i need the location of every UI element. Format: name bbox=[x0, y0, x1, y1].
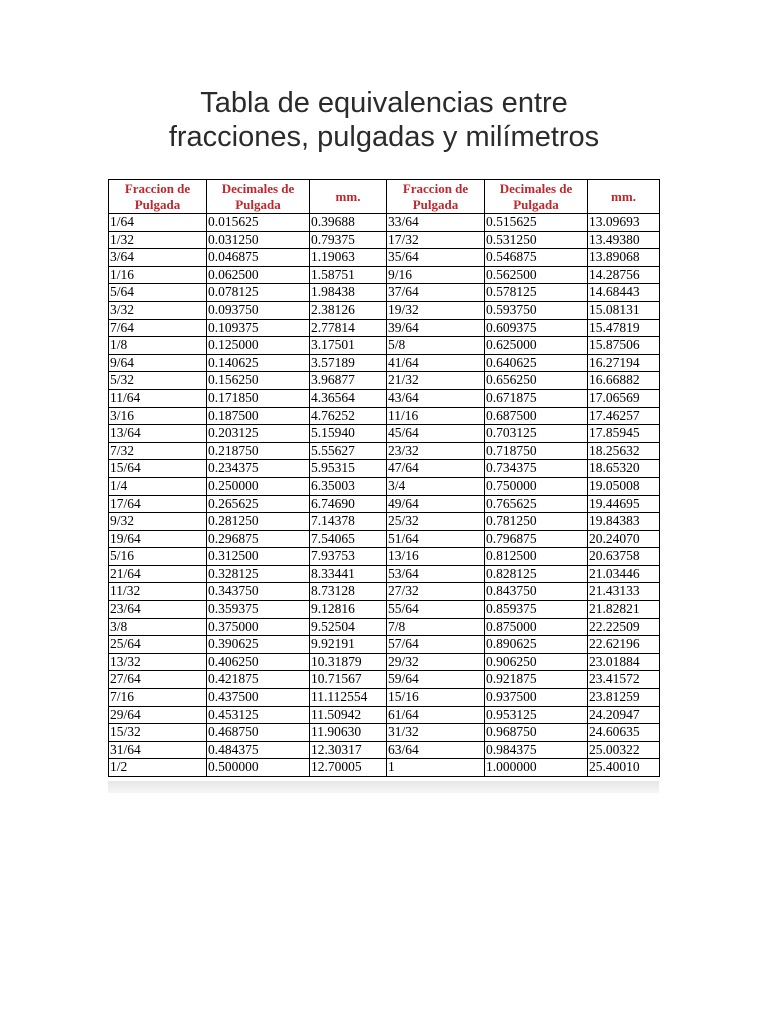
equivalence-table bbox=[108, 179, 660, 777]
decimal-cell: 0.156250 bbox=[207, 372, 310, 390]
mm-cell: 21.03446 bbox=[588, 565, 660, 583]
table-row bbox=[109, 407, 660, 425]
fraction-cell: 25/32 bbox=[387, 513, 485, 531]
table-row bbox=[109, 266, 660, 284]
decimal-cell: 0.578125 bbox=[485, 284, 588, 302]
fraction-cell: 1/4 bbox=[109, 477, 207, 495]
fraction-cell: 13/64 bbox=[109, 425, 207, 443]
decimal-cell: 0.359375 bbox=[207, 601, 310, 619]
decimal-cell: 0.281250 bbox=[207, 513, 310, 531]
decimal-cell: 0.343750 bbox=[207, 583, 310, 601]
fraction-cell: 59/64 bbox=[387, 671, 485, 689]
fraction-cell: 63/64 bbox=[387, 741, 485, 759]
fraction-cell: 21/32 bbox=[387, 372, 485, 390]
decimal-cell: 0.796875 bbox=[485, 530, 588, 548]
mm-cell: 12.30317 bbox=[310, 741, 387, 759]
mm-cell: 1.98438 bbox=[310, 284, 387, 302]
decimal-cell: 0.765625 bbox=[485, 495, 588, 513]
fraction-cell: 1/8 bbox=[109, 337, 207, 355]
mm-cell: 4.36564 bbox=[310, 389, 387, 407]
mm-cell: 1.58751 bbox=[310, 266, 387, 284]
fraction-cell: 1/2 bbox=[109, 759, 207, 777]
mm-cell: 11.50942 bbox=[310, 706, 387, 724]
decimal-cell: 0.437500 bbox=[207, 689, 310, 707]
fraction-cell: 21/64 bbox=[109, 565, 207, 583]
fraction-cell: 47/64 bbox=[387, 460, 485, 478]
decimal-cell: 0.953125 bbox=[485, 706, 588, 724]
fraction-cell: 15/64 bbox=[109, 460, 207, 478]
decimal-cell: 0.671875 bbox=[485, 389, 588, 407]
fraction-cell: 43/64 bbox=[387, 389, 485, 407]
mm-cell: 5.55627 bbox=[310, 442, 387, 460]
fraction-cell: 19/32 bbox=[387, 301, 485, 319]
table-row bbox=[109, 530, 660, 548]
mm-cell: 5.95315 bbox=[310, 460, 387, 478]
decimal-cell: 0.718750 bbox=[485, 442, 588, 460]
decimal-cell: 0.687500 bbox=[485, 407, 588, 425]
header-mm-1: mm. bbox=[310, 180, 387, 214]
mm-cell: 19.84383 bbox=[588, 513, 660, 531]
table-row bbox=[109, 618, 660, 636]
table-row bbox=[109, 601, 660, 619]
fraction-cell: 3/64 bbox=[109, 249, 207, 267]
fraction-cell: 41/64 bbox=[387, 354, 485, 372]
decimal-cell: 0.593750 bbox=[485, 301, 588, 319]
fraction-cell: 51/64 bbox=[387, 530, 485, 548]
mm-cell: 20.24070 bbox=[588, 530, 660, 548]
decimal-cell: 0.703125 bbox=[485, 425, 588, 443]
decimal-cell: 0.906250 bbox=[485, 653, 588, 671]
mm-cell: 9.92191 bbox=[310, 636, 387, 654]
table-row bbox=[109, 460, 660, 478]
fraction-cell: 25/64 bbox=[109, 636, 207, 654]
mm-cell: 3.96877 bbox=[310, 372, 387, 390]
table-row bbox=[109, 249, 660, 267]
decimal-cell: 0.015625 bbox=[207, 214, 310, 232]
decimal-cell: 0.640625 bbox=[485, 354, 588, 372]
table-row bbox=[109, 425, 660, 443]
mm-cell: 25.00322 bbox=[588, 741, 660, 759]
decimal-cell: 0.500000 bbox=[207, 759, 310, 777]
mm-cell: 2.77814 bbox=[310, 319, 387, 337]
fraction-cell: 7/16 bbox=[109, 689, 207, 707]
mm-cell: 9.52504 bbox=[310, 618, 387, 636]
mm-cell: 8.33441 bbox=[310, 565, 387, 583]
decimal-cell: 0.125000 bbox=[207, 337, 310, 355]
table-row bbox=[109, 583, 660, 601]
fraction-cell: 7/32 bbox=[109, 442, 207, 460]
decimal-cell: 0.828125 bbox=[485, 565, 588, 583]
mm-cell: 25.40010 bbox=[588, 759, 660, 777]
mm-cell: 0.39688 bbox=[310, 214, 387, 232]
table-body bbox=[109, 214, 660, 777]
mm-cell: 13.09693 bbox=[588, 214, 660, 232]
table-row bbox=[109, 214, 660, 232]
mm-cell: 3.17501 bbox=[310, 337, 387, 355]
decimal-cell: 0.375000 bbox=[207, 618, 310, 636]
decimal-cell: 0.750000 bbox=[485, 477, 588, 495]
decimal-cell: 0.031250 bbox=[207, 231, 310, 249]
fraction-cell: 37/64 bbox=[387, 284, 485, 302]
decimal-cell: 0.265625 bbox=[207, 495, 310, 513]
mm-cell: 24.60635 bbox=[588, 724, 660, 742]
decimal-cell: 0.812500 bbox=[485, 548, 588, 566]
decimal-cell: 0.859375 bbox=[485, 601, 588, 619]
decimal-cell: 0.921875 bbox=[485, 671, 588, 689]
fraction-cell: 9/64 bbox=[109, 354, 207, 372]
decimal-cell: 0.078125 bbox=[207, 284, 310, 302]
mm-cell: 7.93753 bbox=[310, 548, 387, 566]
decimal-cell: 0.468750 bbox=[207, 724, 310, 742]
fraction-cell: 17/64 bbox=[109, 495, 207, 513]
fraction-cell: 9/16 bbox=[387, 266, 485, 284]
fraction-cell: 27/64 bbox=[109, 671, 207, 689]
mm-cell: 6.74690 bbox=[310, 495, 387, 513]
mm-cell: 7.54065 bbox=[310, 530, 387, 548]
table-row bbox=[109, 741, 660, 759]
mm-cell: 21.82821 bbox=[588, 601, 660, 619]
mm-cell: 23.81259 bbox=[588, 689, 660, 707]
table-row bbox=[109, 354, 660, 372]
decimal-cell: 0.390625 bbox=[207, 636, 310, 654]
mm-cell: 8.73128 bbox=[310, 583, 387, 601]
table-row bbox=[109, 706, 660, 724]
fraction-cell: 31/64 bbox=[109, 741, 207, 759]
mm-cell: 18.65320 bbox=[588, 460, 660, 478]
header-fraction-2: Fraccion de Pulgada bbox=[387, 180, 485, 214]
table-row bbox=[109, 389, 660, 407]
table-row bbox=[109, 231, 660, 249]
table-row bbox=[109, 337, 660, 355]
table-row bbox=[109, 513, 660, 531]
fraction-cell: 5/16 bbox=[109, 548, 207, 566]
table-row bbox=[109, 636, 660, 654]
table-row bbox=[109, 759, 660, 777]
mm-cell: 20.63758 bbox=[588, 548, 660, 566]
fraction-cell: 35/64 bbox=[387, 249, 485, 267]
fraction-cell: 61/64 bbox=[387, 706, 485, 724]
decimal-cell: 0.312500 bbox=[207, 548, 310, 566]
fraction-cell: 3/8 bbox=[109, 618, 207, 636]
mm-cell: 5.15940 bbox=[310, 425, 387, 443]
mm-cell: 16.27194 bbox=[588, 354, 660, 372]
decimal-cell: 0.093750 bbox=[207, 301, 310, 319]
mm-cell: 18.25632 bbox=[588, 442, 660, 460]
decimal-cell: 0.937500 bbox=[485, 689, 588, 707]
mm-cell: 15.87506 bbox=[588, 337, 660, 355]
mm-cell: 21.43133 bbox=[588, 583, 660, 601]
equivalence-table-container bbox=[108, 179, 659, 777]
table-header-row bbox=[109, 180, 660, 214]
table-row bbox=[109, 319, 660, 337]
table-row bbox=[109, 284, 660, 302]
mm-cell: 10.31879 bbox=[310, 653, 387, 671]
table-row bbox=[109, 442, 660, 460]
decimal-cell: 0.625000 bbox=[485, 337, 588, 355]
mm-cell: 17.46257 bbox=[588, 407, 660, 425]
table-row bbox=[109, 477, 660, 495]
decimal-cell: 1.000000 bbox=[485, 759, 588, 777]
decimal-cell: 0.234375 bbox=[207, 460, 310, 478]
fraction-cell: 23/64 bbox=[109, 601, 207, 619]
mm-cell: 13.49380 bbox=[588, 231, 660, 249]
mm-cell: 19.44695 bbox=[588, 495, 660, 513]
table-row bbox=[109, 301, 660, 319]
fraction-cell: 7/8 bbox=[387, 618, 485, 636]
decimal-cell: 0.296875 bbox=[207, 530, 310, 548]
decimal-cell: 0.171850 bbox=[207, 389, 310, 407]
table-row bbox=[109, 724, 660, 742]
decimal-cell: 0.328125 bbox=[207, 565, 310, 583]
decimal-cell: 0.453125 bbox=[207, 706, 310, 724]
mm-cell: 23.01884 bbox=[588, 653, 660, 671]
fraction-cell: 5/64 bbox=[109, 284, 207, 302]
fraction-cell: 1/16 bbox=[109, 266, 207, 284]
decimal-cell: 0.140625 bbox=[207, 354, 310, 372]
fraction-cell: 29/64 bbox=[109, 706, 207, 724]
mm-cell: 17.06569 bbox=[588, 389, 660, 407]
decimal-cell: 0.968750 bbox=[485, 724, 588, 742]
fraction-cell: 53/64 bbox=[387, 565, 485, 583]
mm-cell: 6.35003 bbox=[310, 477, 387, 495]
mm-cell: 23.41572 bbox=[588, 671, 660, 689]
fraction-cell: 49/64 bbox=[387, 495, 485, 513]
mm-cell: 7.14378 bbox=[310, 513, 387, 531]
mm-cell: 22.62196 bbox=[588, 636, 660, 654]
fraction-cell: 3/16 bbox=[109, 407, 207, 425]
fraction-cell: 1/32 bbox=[109, 231, 207, 249]
fraction-cell: 39/64 bbox=[387, 319, 485, 337]
fraction-cell: 23/32 bbox=[387, 442, 485, 460]
fraction-cell: 17/32 bbox=[387, 231, 485, 249]
mm-cell: 12.70005 bbox=[310, 759, 387, 777]
mm-cell: 11.90630 bbox=[310, 724, 387, 742]
mm-cell: 24.20947 bbox=[588, 706, 660, 724]
fraction-cell: 19/64 bbox=[109, 530, 207, 548]
mm-cell: 9.12816 bbox=[310, 601, 387, 619]
title-line-2: fracciones, pulgadas y milímetros bbox=[168, 121, 600, 153]
fraction-cell: 13/32 bbox=[109, 653, 207, 671]
decimal-cell: 0.875000 bbox=[485, 618, 588, 636]
decimal-cell: 0.781250 bbox=[485, 513, 588, 531]
mm-cell: 2.38126 bbox=[310, 301, 387, 319]
decimal-cell: 0.218750 bbox=[207, 442, 310, 460]
mm-cell: 19.05008 bbox=[588, 477, 660, 495]
table-row bbox=[109, 565, 660, 583]
header-decimal-2: Decimales de Pulgada bbox=[485, 180, 588, 214]
header-fraction-1: Fraccion de Pulgada bbox=[109, 180, 207, 214]
mm-cell: 13.89068 bbox=[588, 249, 660, 267]
table-row bbox=[109, 372, 660, 390]
decimal-cell: 0.203125 bbox=[207, 425, 310, 443]
decimal-cell: 0.406250 bbox=[207, 653, 310, 671]
fraction-cell: 1 bbox=[387, 759, 485, 777]
fraction-cell: 15/16 bbox=[387, 689, 485, 707]
fraction-cell: 5/8 bbox=[387, 337, 485, 355]
decimal-cell: 0.062500 bbox=[207, 266, 310, 284]
decimal-cell: 0.109375 bbox=[207, 319, 310, 337]
page-title bbox=[0, 86, 768, 154]
decimal-cell: 0.421875 bbox=[207, 671, 310, 689]
mm-cell: 3.57189 bbox=[310, 354, 387, 372]
mm-cell: 16.66882 bbox=[588, 372, 660, 390]
fraction-cell: 11/16 bbox=[387, 407, 485, 425]
fraction-cell: 15/32 bbox=[109, 724, 207, 742]
decimal-cell: 0.250000 bbox=[207, 477, 310, 495]
fraction-cell: 13/16 bbox=[387, 548, 485, 566]
decimal-cell: 0.843750 bbox=[485, 583, 588, 601]
mm-cell: 15.47819 bbox=[588, 319, 660, 337]
decimal-cell: 0.656250 bbox=[485, 372, 588, 390]
decimal-cell: 0.734375 bbox=[485, 460, 588, 478]
fraction-cell: 7/64 bbox=[109, 319, 207, 337]
table-row bbox=[109, 689, 660, 707]
decimal-cell: 0.890625 bbox=[485, 636, 588, 654]
fraction-cell: 33/64 bbox=[387, 214, 485, 232]
fraction-cell: 1/64 bbox=[109, 214, 207, 232]
fraction-cell: 27/32 bbox=[387, 583, 485, 601]
fraction-cell: 5/32 bbox=[109, 372, 207, 390]
fraction-cell: 3/32 bbox=[109, 301, 207, 319]
decimal-cell: 0.546875 bbox=[485, 249, 588, 267]
table-row bbox=[109, 671, 660, 689]
fraction-cell: 11/64 bbox=[109, 389, 207, 407]
mm-cell: 15.08131 bbox=[588, 301, 660, 319]
fraction-cell: 45/64 bbox=[387, 425, 485, 443]
table-row bbox=[109, 548, 660, 566]
fraction-cell: 31/32 bbox=[387, 724, 485, 742]
mm-cell: 0.79375 bbox=[310, 231, 387, 249]
fraction-cell: 57/64 bbox=[387, 636, 485, 654]
mm-cell: 10.71567 bbox=[310, 671, 387, 689]
table-bottom-shadow bbox=[108, 781, 659, 793]
decimal-cell: 0.609375 bbox=[485, 319, 588, 337]
header-mm-2: mm. bbox=[588, 180, 660, 214]
fraction-cell: 55/64 bbox=[387, 601, 485, 619]
mm-cell: 17.85945 bbox=[588, 425, 660, 443]
decimal-cell: 0.484375 bbox=[207, 741, 310, 759]
title-line-1: Tabla de equivalencias entre bbox=[200, 87, 568, 119]
mm-cell: 14.68443 bbox=[588, 284, 660, 302]
header-decimal-1: Decimales de Pulgada bbox=[207, 180, 310, 214]
decimal-cell: 0.187500 bbox=[207, 407, 310, 425]
fraction-cell: 3/4 bbox=[387, 477, 485, 495]
mm-cell: 14.28756 bbox=[588, 266, 660, 284]
fraction-cell: 29/32 bbox=[387, 653, 485, 671]
decimal-cell: 0.531250 bbox=[485, 231, 588, 249]
table-row bbox=[109, 653, 660, 671]
mm-cell: 22.22509 bbox=[588, 618, 660, 636]
fraction-cell: 9/32 bbox=[109, 513, 207, 531]
mm-cell: 4.76252 bbox=[310, 407, 387, 425]
table-row bbox=[109, 495, 660, 513]
decimal-cell: 0.046875 bbox=[207, 249, 310, 267]
mm-cell: 1.19063 bbox=[310, 249, 387, 267]
mm-cell: 11.112554 bbox=[310, 689, 387, 707]
fraction-cell: 11/32 bbox=[109, 583, 207, 601]
decimal-cell: 0.515625 bbox=[485, 214, 588, 232]
decimal-cell: 0.562500 bbox=[485, 266, 588, 284]
decimal-cell: 0.984375 bbox=[485, 741, 588, 759]
